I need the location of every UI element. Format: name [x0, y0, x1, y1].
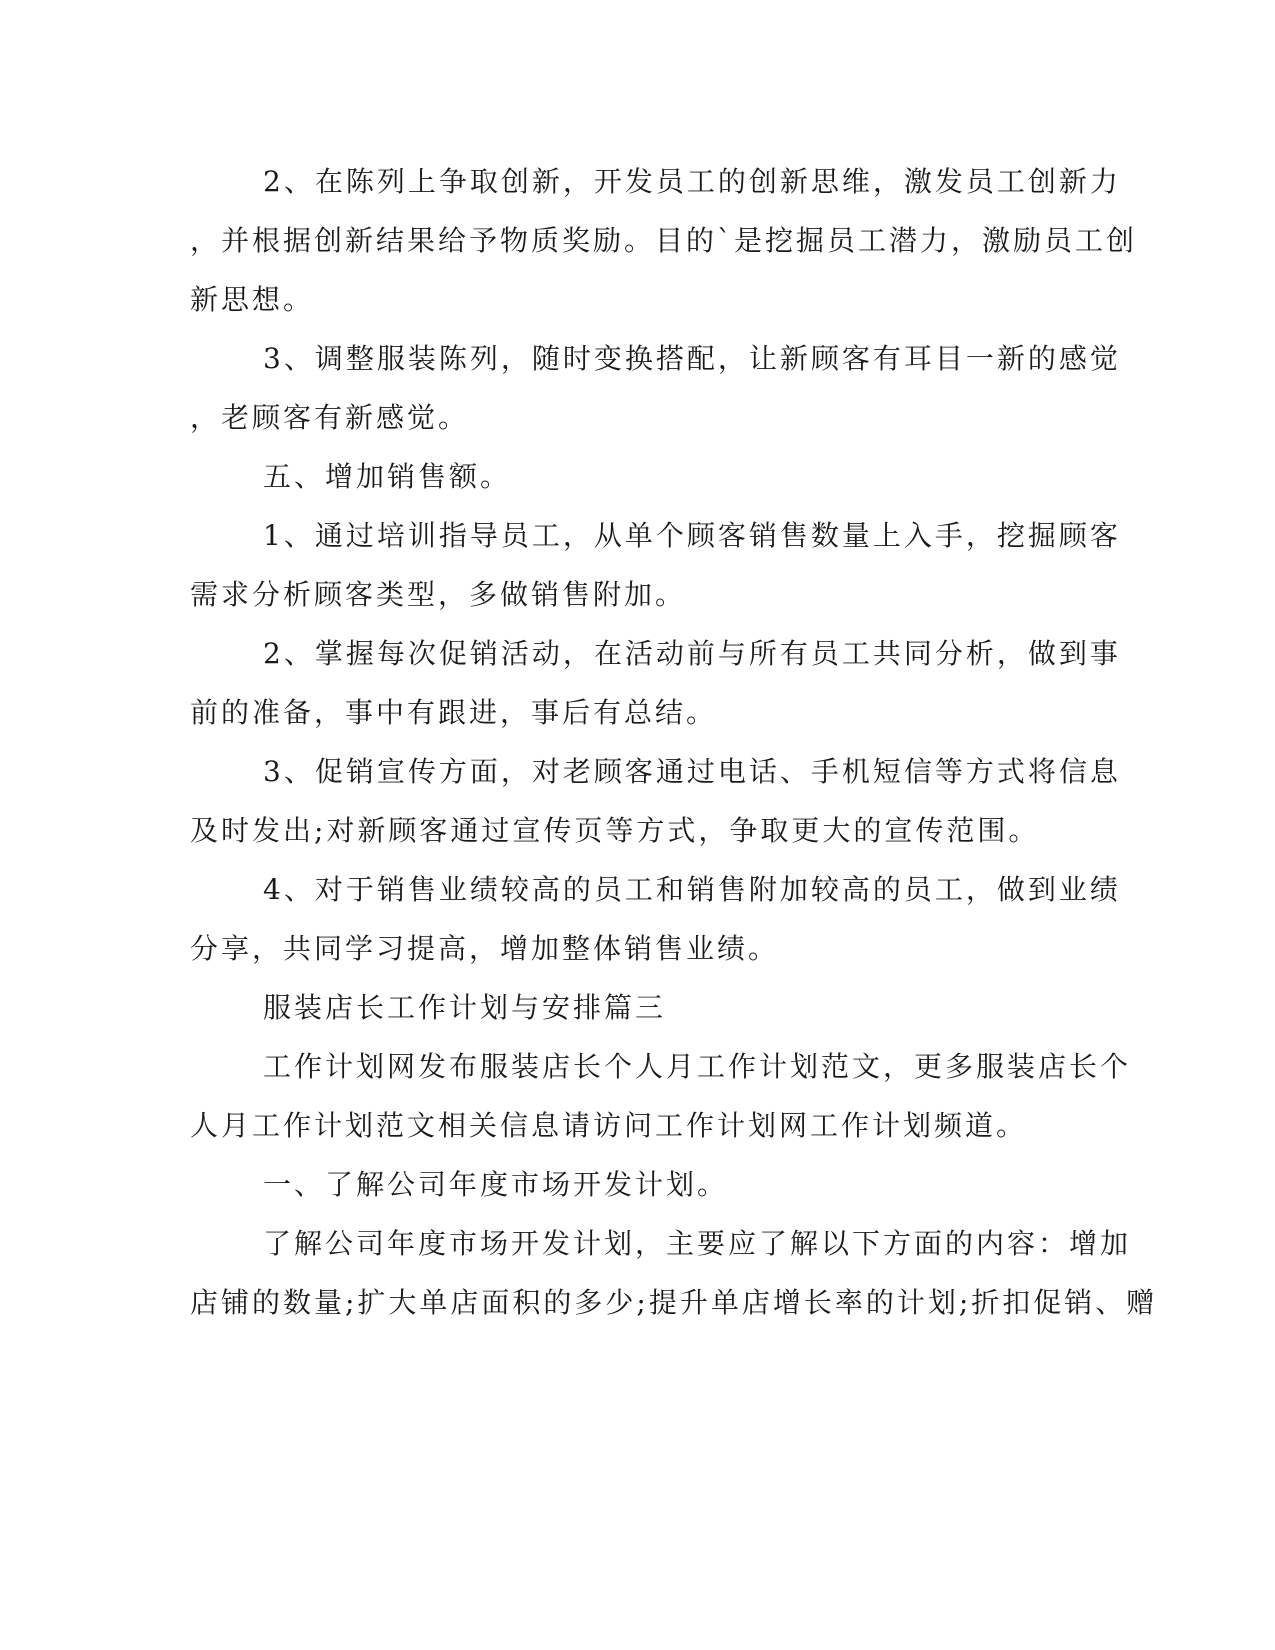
text-line: 4、对于销售业绩较高的员工和销售附加较高的员工，做到业绩: [263, 873, 1121, 906]
section-heading: 五、增加销售额。: [263, 460, 512, 493]
text-line: 2、在陈列上争取创新，开发员工的创新思维，激发员工创新力: [263, 165, 1121, 198]
text-line: 人月工作计划范文相关信息请访问工作计划网工作计划频道。: [190, 1109, 1028, 1142]
text-line: 新思想。: [190, 283, 315, 316]
section-heading: 一、了解公司年度市场开发计划。: [263, 1168, 729, 1201]
text-line: 3、调整服装陈列，随时变换搭配，让新顾客有耳目一新的感觉: [263, 342, 1121, 375]
section-title: 服装店长工作计划与安排篇三: [263, 991, 667, 1024]
text-line: 前的准备，事中有跟进，事后有总结。: [190, 696, 718, 729]
text-line: 3、促销宣传方面，对老顾客通过电话、手机短信等方式将信息: [263, 755, 1121, 788]
text-line: 2、掌握每次促销活动，在活动前与所有员工共同分析，做到事: [263, 637, 1121, 670]
text-line: 了解公司年度市场开发计划，主要应了解以下方面的内容：增加: [263, 1227, 1132, 1260]
text-line: 店铺的数量;扩大单店面积的多少;提升单店增长率的计划;折扣促销、赠: [190, 1286, 1158, 1319]
text-line: ，老顾客有新感觉。: [190, 401, 470, 434]
text-line: 需求分析顾客类型，多做销售附加。: [190, 578, 687, 611]
text-line: 及时发出;对新顾客通过宣传页等方式，争取更大的宣传范围。: [190, 814, 1040, 847]
text-line: 分享，共同学习提高，增加整体销售业绩。: [190, 932, 780, 965]
text-line: 工作计划网发布服装店长个人月工作计划范文，更多服装店长个: [263, 1050, 1132, 1083]
text-line: 1、通过培训指导员工，从单个顾客销售数量上入手，挖掘顾客: [263, 519, 1121, 552]
text-line: ，并根据创新结果给予物质奖励。目的`是挖掘员工潜力，激励员工创: [190, 224, 1138, 257]
